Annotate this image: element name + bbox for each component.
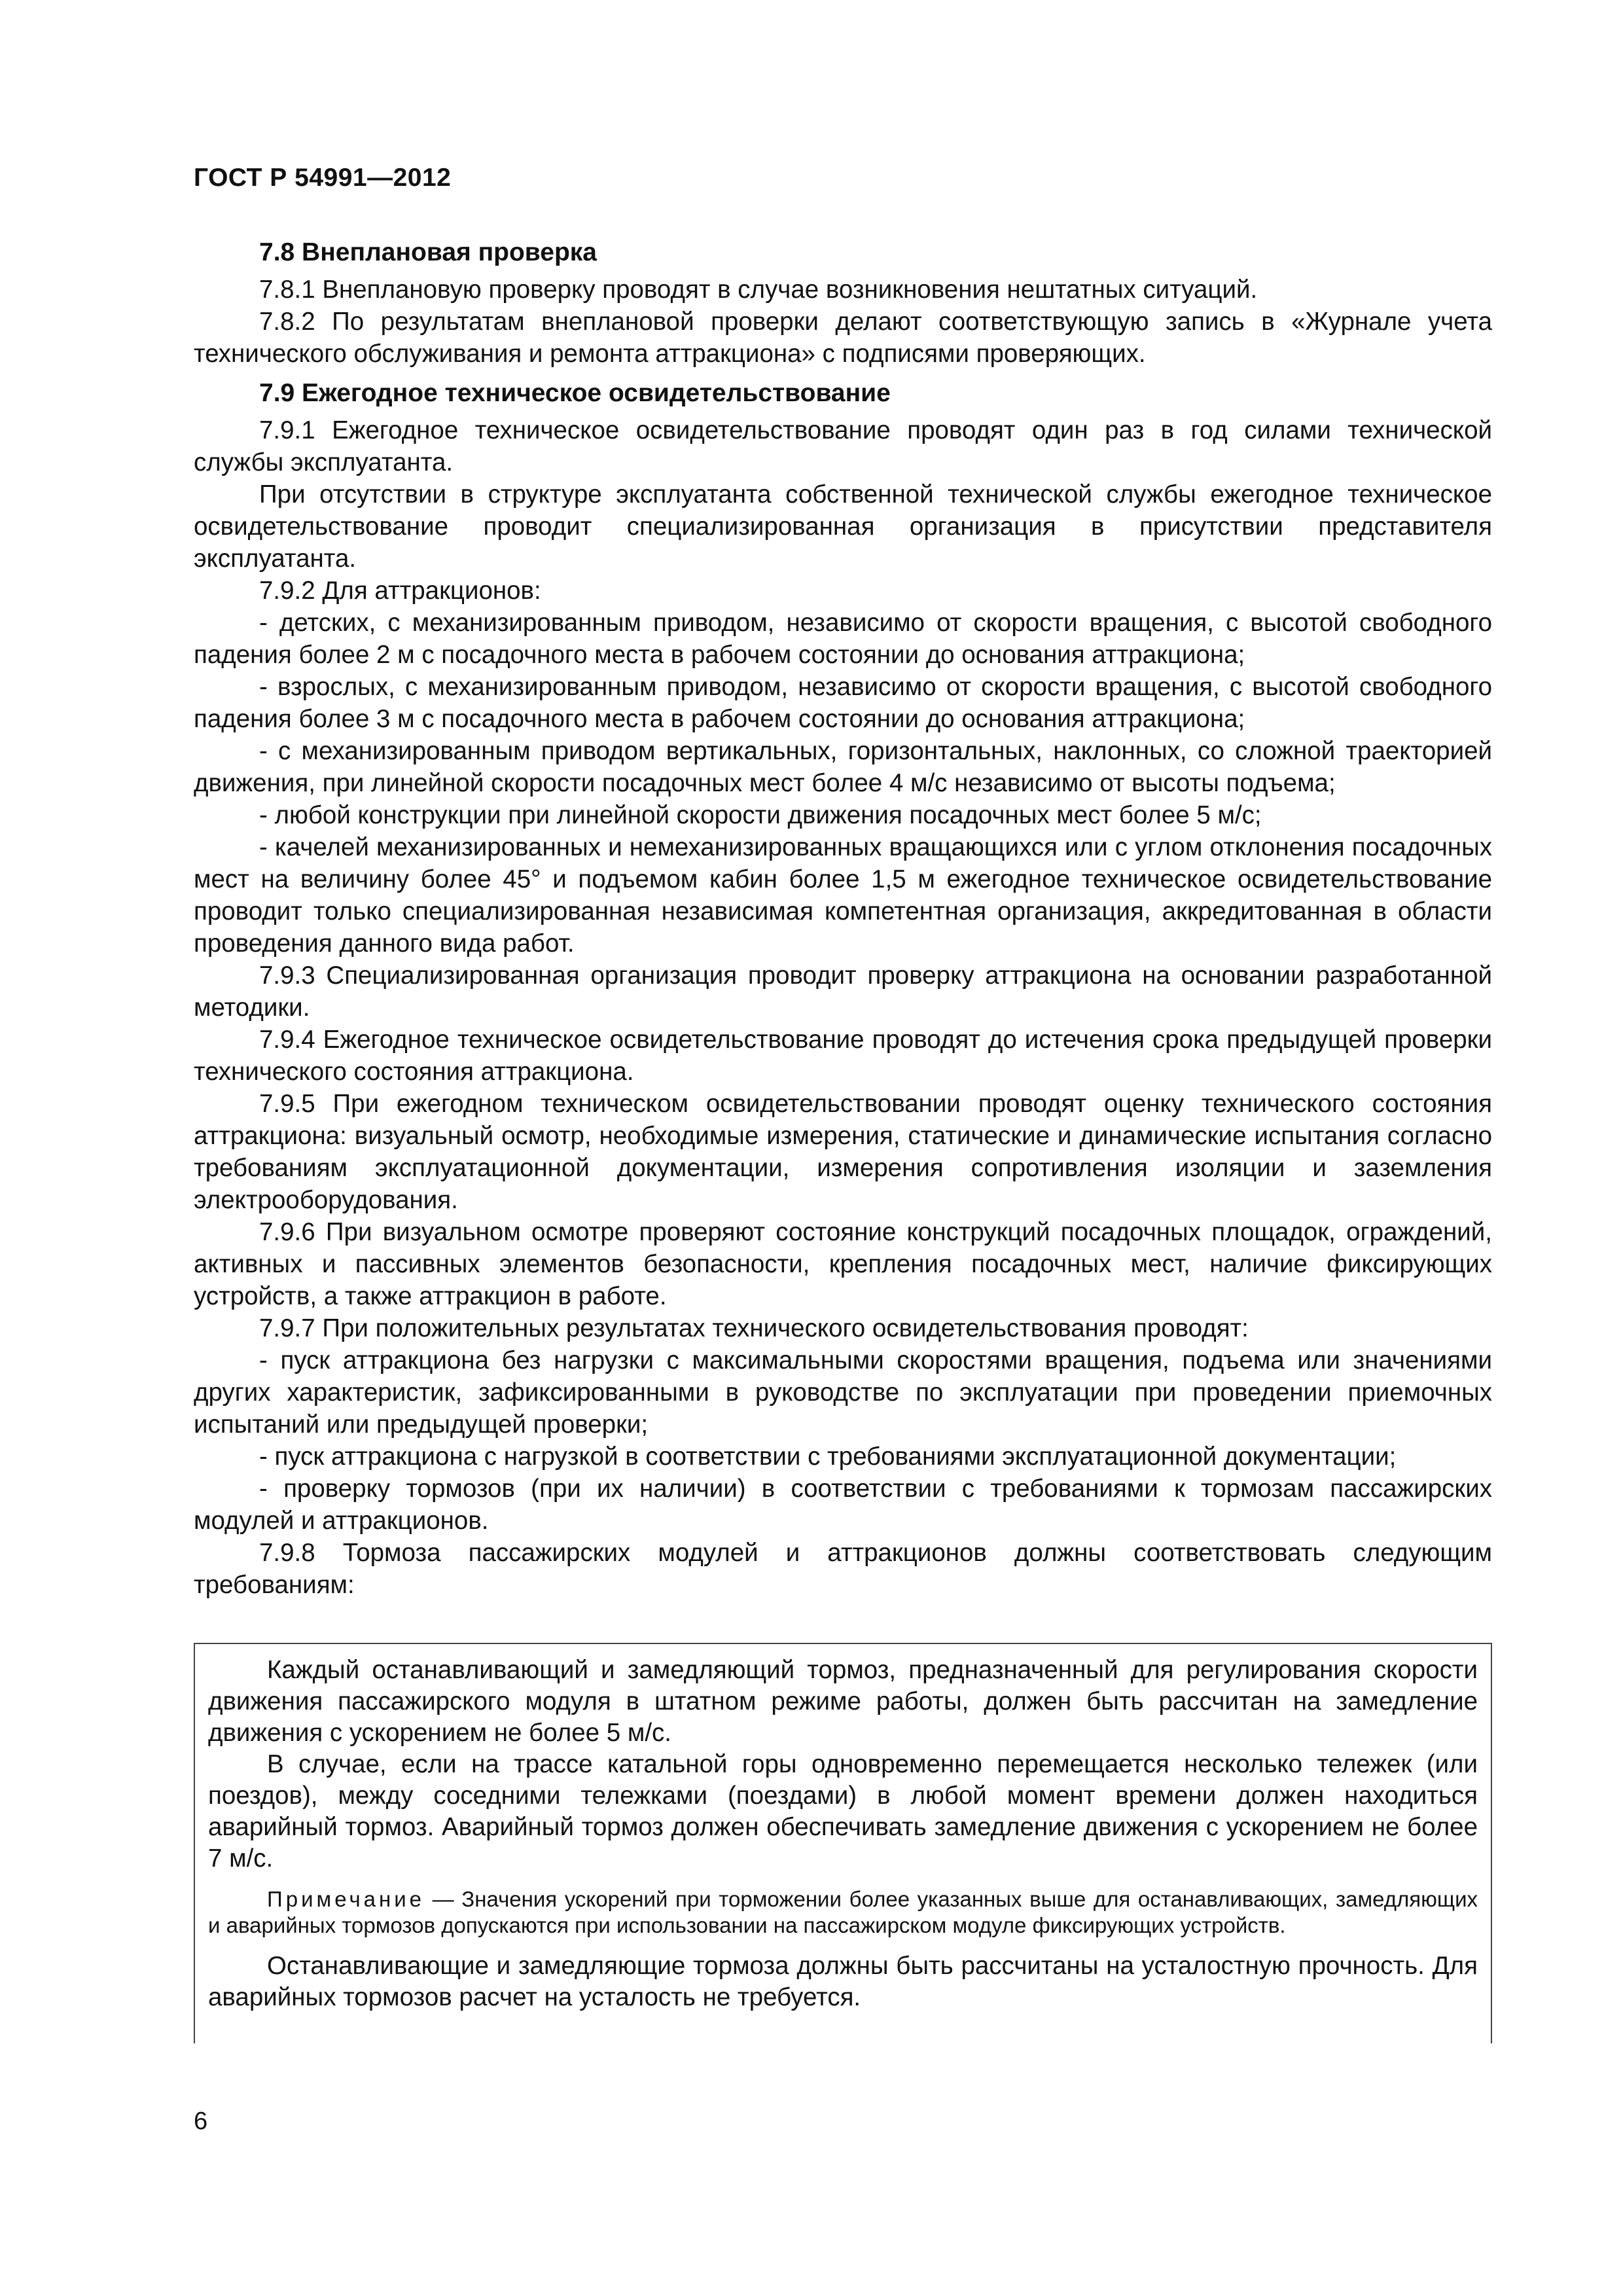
- document-body: [194, 229, 1492, 1601]
- section-heading-7-8: 7.8 Внеплановая проверка: [259, 238, 597, 266]
- note-text: — Значения ускорений при торможении более указанных выше для останавливающих, замедляющих и аварийных тормозов допускаются при использовании на пассажирском модуле фиксирующих устройств.: [208, 1887, 1478, 1937]
- list-item: - любой конструкции при линейной скорости движения посадочных мест более 5 м/с;: [259, 801, 1262, 829]
- list-item: - с механизированным приводом вертикальных, горизонтальных, наклонных, со сложной траекторией движения, при линейной скорости посадочных мест более 4 м/с независимо от высоты подъема;: [194, 737, 1492, 797]
- paragraph: 7.9.3 Специализированная организация проводит проверку аттракциона на основании разработанной методики.: [194, 961, 1492, 1022]
- list-item: - детских, с механизированным приводом, независимо от скорости вращения, с высотой свободного падения более 2 м с посадочного места в рабочем состоянии до основания аттракциона;: [194, 609, 1492, 669]
- note: [208, 1886, 1478, 1939]
- paragraph: 7.9.7 При положительных результатах технического освидетельствования проводят:: [259, 1314, 1249, 1342]
- box-paragraph: Каждый останавливающий и замедляющий тормоз, предназначенный для регулирования скорости движения пассажирского модуля в штатном режиме работы, должен быть рассчитан на замедление движения с ускорением не более 5 м/с.: [208, 1656, 1478, 1747]
- paragraph: При отсутствии в структуре эксплуатанта собственной технической службы ежегодное техническое освидетельствование проводит специализированная организация в присутствии представителя эксплуатанта.: [194, 480, 1492, 573]
- paragraph: 7.8.2 По результатам внеплановой проверки делают соответствующую запись в «Журнале учета технического обслуживания и ремонта аттракциона» с подписями проверяющих.: [194, 308, 1492, 368]
- box-paragraph: Останавливающие и замедляющие тормоза должны быть рассчитаны на усталостную прочность. Для аварийных тормозов расчет на усталость не требуется.: [208, 1952, 1478, 2011]
- paragraph: 7.9.8 Тормоза пассажирских модулей и аттракционов должны соответствовать следующим требованиям:: [194, 1539, 1492, 1599]
- section-heading-7-9: 7.9 Ежегодное техническое освидетельствование: [259, 379, 891, 407]
- requirements-box: [194, 1643, 1492, 2043]
- page-number: 6: [194, 2108, 208, 2135]
- box-paragraph: В случае, если на трассе катальной горы одновременно перемещается несколько тележек (или поездов), между соседними тележками (поездами) в любой момент времени должен находиться аварийный тормоз. Аварийный тормоз должен обеспечивать замедление движения с ускорением не более 7 м/с.: [208, 1750, 1478, 1873]
- paragraph: 7.9.1 Ежегодное техническое освидетельствование проводят один раз в год силами технической службы эксплуатанта.: [194, 416, 1492, 476]
- paragraph: 7.9.6 При визуальном осмотре проверяют состояние конструкций посадочных площадок, ограждений, активных и пассивных элементов безопасности, крепления посадочных мест, наличие фиксирующих устройств, а также аттракцион в работе.: [194, 1218, 1492, 1310]
- paragraph: 7.8.1 Внеплановую проверку проводят в случае возникновения нештатных ситуаций.: [259, 276, 1258, 304]
- paragraph: 7.9.4 Ежегодное техническое освидетельствование проводят до истечения срока предыдущей проверки технического состояния аттракциона.: [194, 1026, 1492, 1086]
- paragraph: 7.9.5 При ежегодном техническом освидетельствовании проводят оценку технического состояния аттракциона: визуальный осмотр, необходимые измерения, статические и динамические испытания согласно требованиям эксплуатационной документации, измерения сопротивления изоляции и заземления электрооборудования.: [194, 1090, 1492, 1214]
- list-item: - качелей механизированных и немеханизированных вращающихся или с углом отклонения посадочных мест на величину более 45° и подъемом кабин более 1,5 м ежегодное техническое освидетельствование проводит только специализированная независимая компетентная организация, аккредитованная в области проведения данного вида работ.: [194, 833, 1492, 958]
- list-item: - пуск аттракциона без нагрузки с максимальными скоростями вращения, подъема или значениями других характеристик, зафиксированными в руководстве по эксплуатации при проведении приемочных испытаний или предыдущей проверки;: [194, 1346, 1492, 1439]
- list-item: - пуск аттракциона с нагрузкой в соответствии с требованиями эксплуатационной документации;: [259, 1443, 1397, 1471]
- paragraph: 7.9.2 Для аттракционов:: [259, 577, 541, 605]
- list-item: - взрослых, с механизированным приводом, независимо от скорости вращения, с высотой свободного падения более 3 м с посадочного места в рабочем состоянии до основания аттракциона;: [194, 673, 1492, 733]
- list-item: - проверку тормозов (при их наличии) в соответствии с требованиями к тормозам пассажирских модулей и аттракционов.: [194, 1475, 1492, 1535]
- document-header: ГОСТ Р 54991—2012: [194, 164, 452, 192]
- note-label: Примечание: [267, 1887, 425, 1911]
